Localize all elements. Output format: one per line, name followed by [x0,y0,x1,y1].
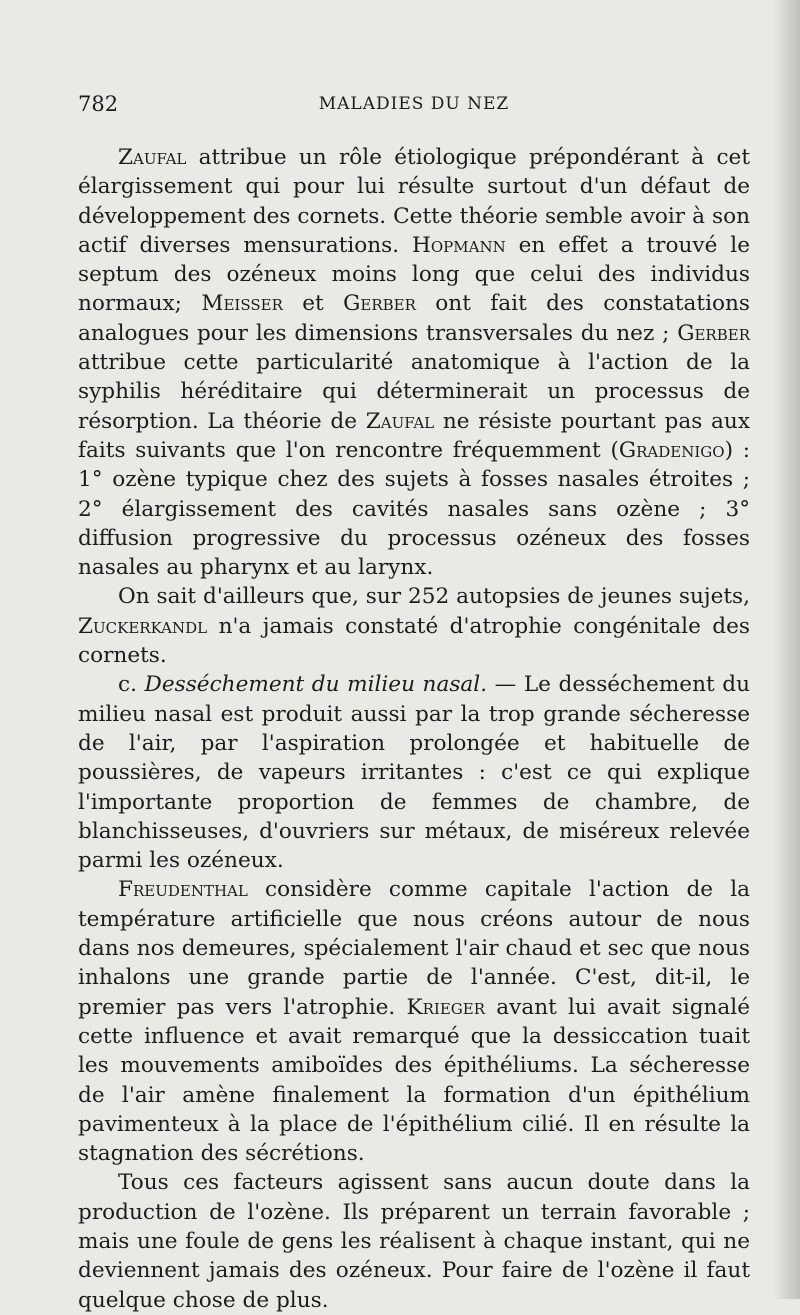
section-heading: Desséchement du milieu nasal. [144,672,488,698]
text-run: attribue cette particularité anatomique à l'action de la syphilis héréditaire qui déterminerait un processus de résorption. La théorie de [78,350,750,434]
author-name: Zaufal [118,145,187,170]
page-header [78,92,750,122]
author-name: Hopmann [412,232,506,258]
author-name: Freudenthal [118,877,248,903]
author-name: Gradenigo [618,437,725,463]
author-name: Zaufal [365,408,435,434]
text-run: — Le desséchement du milieu nasal est produit aussi par la trop grande sécheresse de l'air, par l'aspiration prolongée et habituelle de poussières, de vapeurs irritantes : c'est ce qui explique l'importante proportion de femmes de chambre, de blanchisseuses, d'ouvriers sur métaux, de miséreux relevée parmi les ozéneux. [78,672,750,874]
text-run: c. [118,672,145,698]
text-run: considère comme capitale l'action de la température artificielle que nous créons autour de nous dans nos demeures, spécialement l'air chaud et sec que nous inhalons une grande partie de l'année. C'est, dit-il, le premier pas vers l'atrophie. [78,877,750,1020]
text-run: et [282,291,344,317]
author-name: Gerber [677,320,750,346]
text-run: n'a jamais constaté d'atrophie congénitale des cornets. [78,613,750,669]
page-edge-shadow [772,0,800,1299]
text-run: ) : 1° ozène typique chez des sujets à fosses nasales étroites ; 2° élargissement des cavités nasales sans ozène ; 3° diffusion progressive du processus ozéneux des fosses nasales au pharynx et au larynx. [78,437,750,581]
author-name: Krieger [406,994,486,1020]
text-run: en effet a trouvé le septum des ozéneux moins long que celui des individus normaux; [78,232,750,317]
paragraph [78,670,750,875]
text-run: Tous ces facteurs agissent sans aucun doute dans la production de l'ozène. Ils préparent un terrain favorable ; mais une foule de gens les réalisent à chaque instant, qui ne deviennent jamais des ozéneux. Pour faire de l'ozène il faut quelque chose de plus. [78,1170,750,1313]
paragraph [78,875,750,1168]
text-run: ont fait des constatations analogues pour les dimensions transversales du nez ; [78,291,750,346]
paragraph [78,1168,750,1314]
page-number: 782 [78,92,119,116]
text-run: On sait d'ailleurs que, sur 252 autopsies de jeunes sujets, [118,584,750,610]
text-run: avant lui avait signalé cette influence et avait remarqué que la dessiccation tuait les mouvements amiboïdes des épithéliums. La sécheresse de l'air amène finalement la formation d'un épithélium pavimenteux à la place de l'épithélium cilié. Il en résulte la stagnation des sécrétions. [78,994,750,1167]
running-head: MALADIES DU NEZ [318,94,510,114]
text-run: attribue un rôle étiologique prépondérant à cet élargissement qui pour lui résulte surtout d'un défaut de développement des cornets. Cette théorie semble avoir à son actif diverses mensurations. [78,145,750,258]
body-text [78,143,750,1315]
author-name: Meisser [201,291,283,317]
paragraph [78,143,750,582]
author-name: Gerber [343,291,416,317]
paragraph [78,582,750,670]
text-run: ne résiste pourtant pas aux faits suivants que l'on rencontre fréquemment ( [78,408,750,463]
author-name: Zuckerkandl [78,613,208,639]
